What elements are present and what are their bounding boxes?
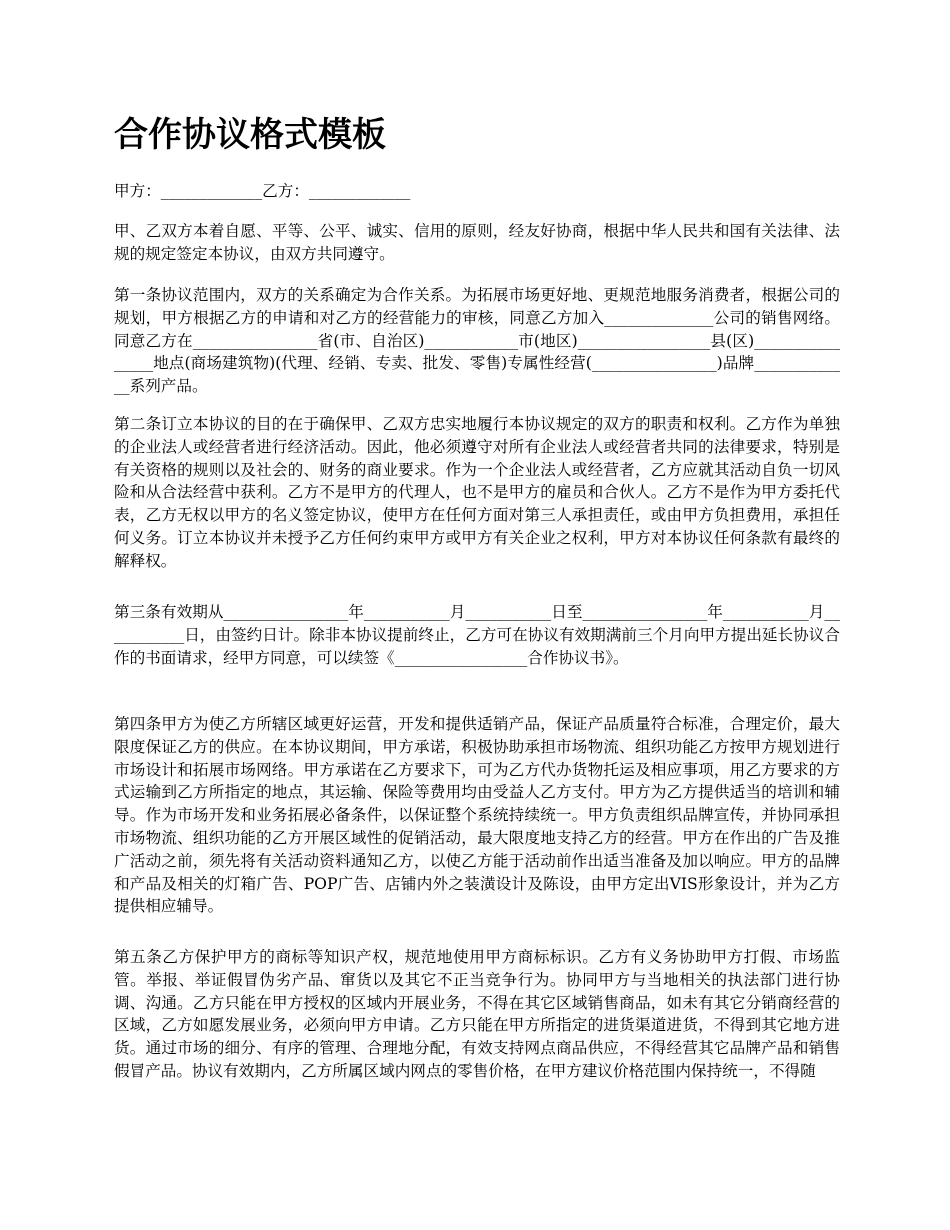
parties-line: 甲方：_____________乙方：_____________ bbox=[114, 182, 411, 200]
intro-paragraph: 甲、乙双方本着自愿、平等、公平、诚实、信用的原则，经友好协商，根据中华人民共和国有关法律、法规的规定签定本协议，由双方共同遵守。 bbox=[114, 222, 840, 263]
article-3-paragraph: 第三条有效期从________________年___________月___________日至________________年___________月___________日，由签约日计。除非本协议提前终止，乙方可在协议有效期满前三个月向甲方提出延长协议合作的书面请求，经甲方同意，可以续签《_________________合作协议书》。 bbox=[114, 603, 840, 667]
article-5-paragraph: 第五条乙方保护甲方的商标等知识产权，规范地使用甲方商标标识。乙方有义务协助甲方打假、市场监管。举报、举证假冒伪劣产品、窜货以及其它不正当竞争行为。协同甲方与当地相关的执法部门进行协调、沟通。乙方只能在甲方授权的区域内开展业务，不得在其它区域销售商品，如未有其它分销商经营的区域，乙方如愿发展业务，必须向甲方申请。乙方只能在甲方所指定的进货渠道进货，不得到其它地方进货。通过市场的细分、有序的管理、合理地分配，有效支持网点商品供应，不得经营其它品牌产品和销售假冒产品。协议有效期内，乙方所属区域内网点的零售价格，在甲方建议价格范围内保持统一，不得随 bbox=[114, 948, 840, 1080]
article-4-paragraph: 第四条甲方为使乙方所辖区域更好运营，开发和提供适销产品，保证产品质量符合标准，合理定价，最大限度保证乙方的供应。在本协议期间，甲方承诺，积极协助承担市场物流、组织功能乙方按甲方规划进行市场设计和拓展市场网络。甲方承诺在乙方要求下，可为乙方代办货物托运及相应事项，用乙方要求的方式运输到乙方所指定的地点，其运输、保险等费用均由受益人乙方支付。甲方为乙方提供适当的培训和辅导。作为市场开发和业务拓展必备条件，以保证整个系统持续统一。甲方负责组织品牌宣传，并协同承担市场物流、组织功能的乙方开展区域性的促销活动，最大限度地支持乙方的经营。甲方在作出的广告及推广活动之前，须先将有关活动资料通知乙方，以使乙方能于活动前作出适当准备及加以响应。甲方的品牌和产品及相关的灯箱广告、POP广告、店铺内外之装潢设计及陈设，由甲方定出VIS形象设计，并为乙方提供相应辅导。 bbox=[114, 715, 840, 916]
document-title: 合作协议格式模板 bbox=[114, 115, 386, 155]
article-1-paragraph: 第一条协议范围内，双方的关系确定为合作关系。为拓展市场更好地、更规范地服务消费者，根据公司的规划，甲方根据乙方的申请和对乙方的经营能力的审核，同意乙方加入______________公司的销售网络。同意乙方在________________省(市、自治区)____________市(地区)_________________县(区)________________地点(商场建筑物)(代理、经销、专卖、批发、零售)专属性经营(________________)品牌_____________系列产品。 bbox=[114, 286, 840, 396]
article-2-paragraph: 第二条订立本协议的目的在于确保甲、乙双方忠实地履行本协议规定的双方的职责和权利。乙方作为单独的企业法人或经营者进行经济活动。因此，他必须遵守对所有企业法人或经营者共同的法律要求，特别是有关资格的规则以及社会的、财务的商业要求。作为一个企业法人或经营者，乙方应就其活动自负一切风险和从合法经营中获利。乙方不是甲方的代理人，也不是甲方的雇员和合伙人。乙方不是作为甲方委托代表，乙方无权以甲方的名义签定协议，使甲方在任何方面对第三人承担责任，或由甲方负担费用，承担任何义务。订立本协议并未授予乙方任何约束甲方或甲方有关企业之权利，甲方对本协议任何条款有最终的解释权。 bbox=[114, 415, 840, 570]
